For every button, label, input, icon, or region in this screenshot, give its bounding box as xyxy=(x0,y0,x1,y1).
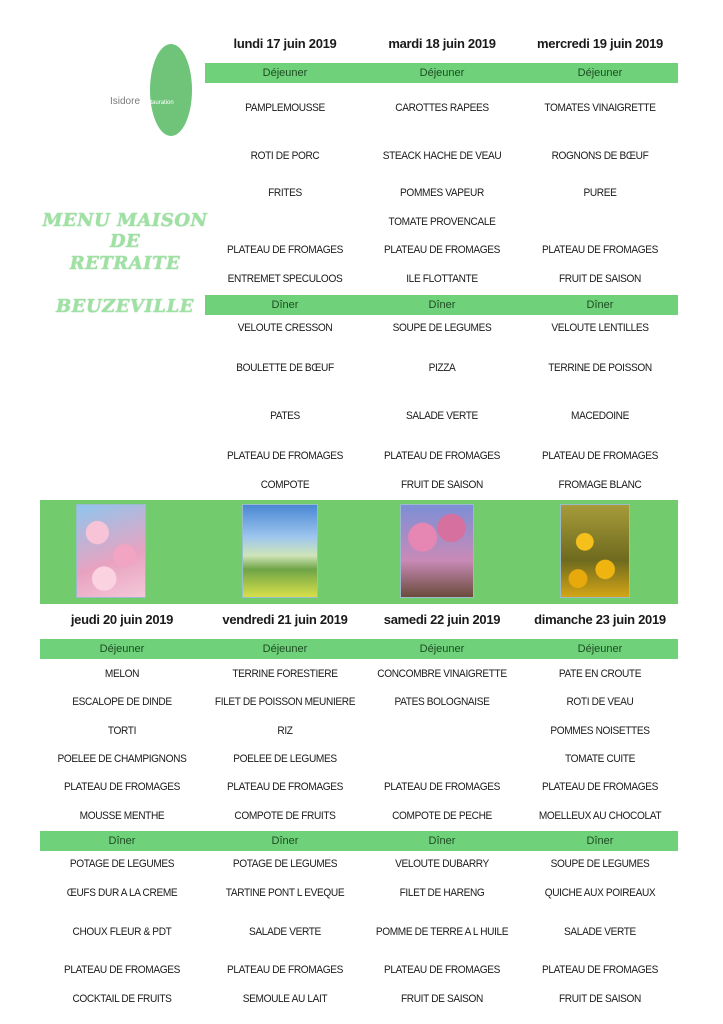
diner-menu-item: ŒUFS DUR A LA CREME xyxy=(66,887,178,899)
dejeuner-menu-item: PLATEAU DE FROMAGES xyxy=(384,244,500,256)
logo-circle xyxy=(150,44,192,136)
dejeuner-label: Déjeuner xyxy=(262,67,308,79)
diner-menu-item: POMME DE TERRE A L HUILE xyxy=(375,926,509,938)
dejeuner-menu-item: ROTI DE VEAU xyxy=(566,696,634,708)
dejeuner-menu-item: ROGNONS DE BŒUF xyxy=(551,150,649,162)
dejeuner-menu-item: TOMATE CUITE xyxy=(564,753,635,765)
day-header-mercredi: mercredi 19 juin 2019 xyxy=(537,36,663,51)
diner-menu-item: FROMAGE BLANC xyxy=(558,479,642,491)
dejeuner-menu-item: POELEE DE LEGUMES xyxy=(233,753,337,765)
logo xyxy=(110,96,174,107)
diner-menu-item: COMPOTE xyxy=(260,479,310,491)
dejeuner-menu-item: TERRINE FORESTIERE xyxy=(232,668,338,680)
diner-menu-item: FILET DE HARENG xyxy=(399,887,485,899)
diner-menu-item: TARTINE PONT L EVEQUE xyxy=(225,887,345,899)
meadow-trees-photo xyxy=(242,504,318,598)
diner-menu-item: SALADE VERTE xyxy=(564,926,636,938)
cherry-blossom-photo xyxy=(76,504,146,598)
dejeuner-menu-item: PLATEAU DE FROMAGES xyxy=(227,244,343,256)
dejeuner-menu-item: RIZ xyxy=(277,725,293,737)
dejeuner-menu-item: PAMPLEMOUSSE xyxy=(245,102,325,114)
diner-menu-item: QUICHE AUX POIREAUX xyxy=(544,887,656,899)
dejeuner-menu-item: MOUSSE MENTHE xyxy=(79,810,165,822)
dejeuner-menu-item: PLATEAU DE FROMAGES xyxy=(384,781,500,793)
yellow-flowers-photo xyxy=(560,504,630,598)
dejeuner-menu-item: PUREE xyxy=(583,187,617,199)
dejeuner-menu-item: TORTI xyxy=(107,725,137,737)
dejeuner-menu-item: PLATEAU DE FROMAGES xyxy=(227,781,343,793)
dejeuner-label: Déjeuner xyxy=(262,643,308,655)
diner-menu-item: SOUPE DE LEGUMES xyxy=(392,322,492,334)
diner-menu-item: PLATEAU DE FROMAGES xyxy=(227,964,343,976)
menu-title-line-1: MENU MAISON DE xyxy=(42,210,208,252)
dejeuner-menu-item: STEACK HACHE DE VEAU xyxy=(382,150,502,162)
menu-title-line-3: BEUZEVILLE xyxy=(56,296,194,317)
dejeuner-menu-item: PATE EN CROUTE xyxy=(558,668,642,680)
dejeuner-menu-item: POELEE DE CHAMPIGNONS xyxy=(57,753,187,765)
dejeuner-menu-item: PLATEAU DE FROMAGES xyxy=(542,781,658,793)
diner-label: Dîner xyxy=(271,835,299,847)
diner-menu-item: POTAGE DE LEGUMES xyxy=(232,858,338,870)
day-header-mardi: mardi 18 juin 2019 xyxy=(388,36,496,51)
diner-menu-item: CHOUX FLEUR & PDT xyxy=(72,926,172,938)
diner-menu-item: SEMOULE AU LAIT xyxy=(242,993,328,1005)
menu-title-line-2: RETRAITE xyxy=(69,253,181,274)
dejeuner-menu-item: COMPOTE DE FRUITS xyxy=(234,810,336,822)
dejeuner-menu-item: PLATEAU DE FROMAGES xyxy=(542,244,658,256)
diner-menu-item: SALADE VERTE xyxy=(249,926,321,938)
diner-menu-item: VELOUTE LENTILLES xyxy=(551,322,649,334)
diner-menu-item: PLATEAU DE FROMAGES xyxy=(542,964,658,976)
day-header-dimanche: dimanche 23 juin 2019 xyxy=(534,612,666,627)
diner-menu-item: PLATEAU DE FROMAGES xyxy=(384,450,500,462)
diner-menu-item: TERRINE DE POISSON xyxy=(548,362,652,374)
dejeuner-menu-item: ESCALOPE DE DINDE xyxy=(72,696,172,708)
dejeuner-label: Déjeuner xyxy=(419,67,465,79)
logo-sub: restauration xyxy=(142,100,174,106)
dejeuner-menu-item: MELON xyxy=(104,668,140,680)
dejeuner-menu-item: MOELLEUX AU CHOCOLAT xyxy=(538,810,662,822)
dejeuner-label: Déjeuner xyxy=(577,643,623,655)
diner-label: Dîner xyxy=(428,835,456,847)
diner-menu-item: COCKTAIL DE FRUITS xyxy=(72,993,172,1005)
diner-label: Dîner xyxy=(271,299,299,311)
day-header-vendredi: vendredi 21 juin 2019 xyxy=(222,612,348,627)
day-header-lundi: lundi 17 juin 2019 xyxy=(233,36,337,51)
diner-menu-item: VELOUTE CRESSON xyxy=(237,322,333,334)
dejeuner-label: Déjeuner xyxy=(577,67,623,79)
dejeuner-menu-item: ROTI DE PORC xyxy=(250,150,320,162)
diner-menu-item: SOUPE DE LEGUMES xyxy=(550,858,650,870)
diner-label: Dîner xyxy=(108,835,136,847)
dejeuner-menu-item: ILE FLOTTANTE xyxy=(406,273,478,285)
dejeuner-menu-item: CAROTTES RAPEES xyxy=(395,102,489,114)
diner-menu-item: FRUIT DE SAISON xyxy=(400,993,484,1005)
dejeuner-menu-item: TOMATE PROVENCALE xyxy=(388,216,496,228)
diner-menu-item: PLATEAU DE FROMAGES xyxy=(542,450,658,462)
diner-menu-item: BOULETTE DE BŒUF xyxy=(236,362,334,374)
dejeuner-menu-item: COMPOTE DE PECHE xyxy=(392,810,492,822)
dejeuner-menu-item: POMMES NOISETTES xyxy=(550,725,650,737)
dejeuner-label: Déjeuner xyxy=(419,643,465,655)
diner-menu-item: MACEDOINE xyxy=(571,410,629,422)
dejeuner-menu-item: POMMES VAPEUR xyxy=(400,187,484,199)
logo-name: Isidore xyxy=(110,96,141,107)
dejeuner-menu-item: FILET DE POISSON MEUNIERE xyxy=(214,696,356,708)
diner-label: Dîner xyxy=(586,299,614,311)
diner-menu-item: PATES xyxy=(270,410,300,422)
dejeuner-label: Déjeuner xyxy=(99,643,145,655)
diner-menu-item: FRUIT DE SAISON xyxy=(558,993,642,1005)
diner-menu-item: POTAGE DE LEGUMES xyxy=(69,858,175,870)
diner-menu-item: PLATEAU DE FROMAGES xyxy=(227,450,343,462)
dejeuner-menu-item: CONCOMBRE VINAIGRETTE xyxy=(377,668,507,680)
dejeuner-menu-item: PLATEAU DE FROMAGES xyxy=(64,781,180,793)
dejeuner-menu-item: FRITES xyxy=(268,187,302,199)
diner-menu-item: PLATEAU DE FROMAGES xyxy=(384,964,500,976)
diner-menu-item: FRUIT DE SAISON xyxy=(400,479,484,491)
dejeuner-menu-item: FRUIT DE SAISON xyxy=(558,273,642,285)
dejeuner-menu-item: TOMATES VINAIGRETTE xyxy=(544,102,656,114)
dejeuner-menu-item: PATES BOLOGNAISE xyxy=(394,696,490,708)
pink-blossom-tree-photo xyxy=(400,504,474,598)
day-header-samedi: samedi 22 juin 2019 xyxy=(383,612,501,627)
day-header-jeudi: jeudi 20 juin 2019 xyxy=(70,612,174,627)
diner-menu-item: VELOUTE DUBARRY xyxy=(395,858,489,870)
diner-menu-item: SALADE VERTE xyxy=(406,410,478,422)
diner-menu-item: PIZZA xyxy=(428,362,456,374)
diner-label: Dîner xyxy=(428,299,456,311)
diner-label: Dîner xyxy=(586,835,614,847)
dejeuner-menu-item: ENTREMET SPECULOOS xyxy=(227,273,343,285)
diner-menu-item: PLATEAU DE FROMAGES xyxy=(64,964,180,976)
